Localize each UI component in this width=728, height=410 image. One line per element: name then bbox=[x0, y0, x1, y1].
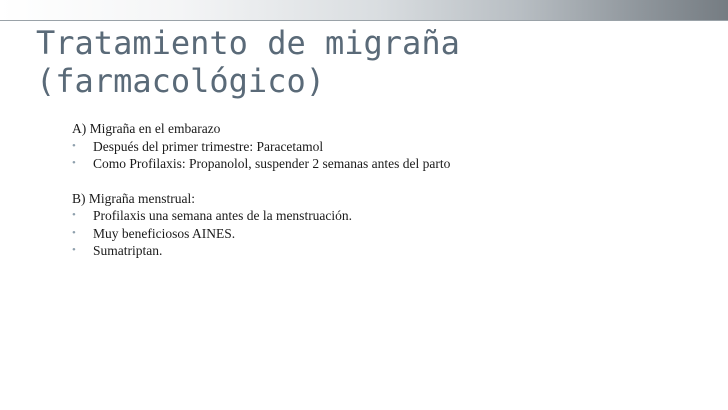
bullet-icon: • bbox=[72, 209, 76, 221]
list-item-text: Después del primer trimestre: Paracetamol bbox=[93, 138, 324, 154]
section-spacer bbox=[72, 173, 502, 190]
list-item-text: Muy beneficiosos AINES. bbox=[93, 225, 236, 241]
bullet-icon: • bbox=[72, 139, 76, 152]
decorative-top-bar bbox=[0, 0, 728, 20]
list-item-text: Como Profilaxis: Propanolol, suspender 2 semanas antes del parto bbox=[93, 156, 451, 171]
list-item bbox=[72, 138, 502, 156]
list-item bbox=[72, 207, 502, 225]
list-item bbox=[72, 242, 502, 260]
slide-title: Tratamiento de migraña (farmacológico) bbox=[36, 24, 460, 100]
section-b-list bbox=[72, 207, 502, 260]
top-bar-divider bbox=[0, 20, 728, 21]
list-item bbox=[72, 225, 502, 243]
slide-body bbox=[72, 120, 502, 260]
section-b-heading: B) Migraña menstrual: bbox=[72, 190, 195, 206]
list-item-text: Profilaxis una semana antes de la menstruación. bbox=[93, 208, 353, 223]
list-item bbox=[72, 155, 502, 173]
bullet-icon: • bbox=[72, 226, 76, 239]
section-a-list bbox=[72, 138, 502, 173]
bullet-icon: • bbox=[72, 244, 76, 256]
section-a-heading: A) Migraña en el embarazo bbox=[72, 121, 221, 136]
list-item-text: Sumatriptan. bbox=[93, 243, 163, 258]
bullet-icon: • bbox=[72, 157, 76, 169]
